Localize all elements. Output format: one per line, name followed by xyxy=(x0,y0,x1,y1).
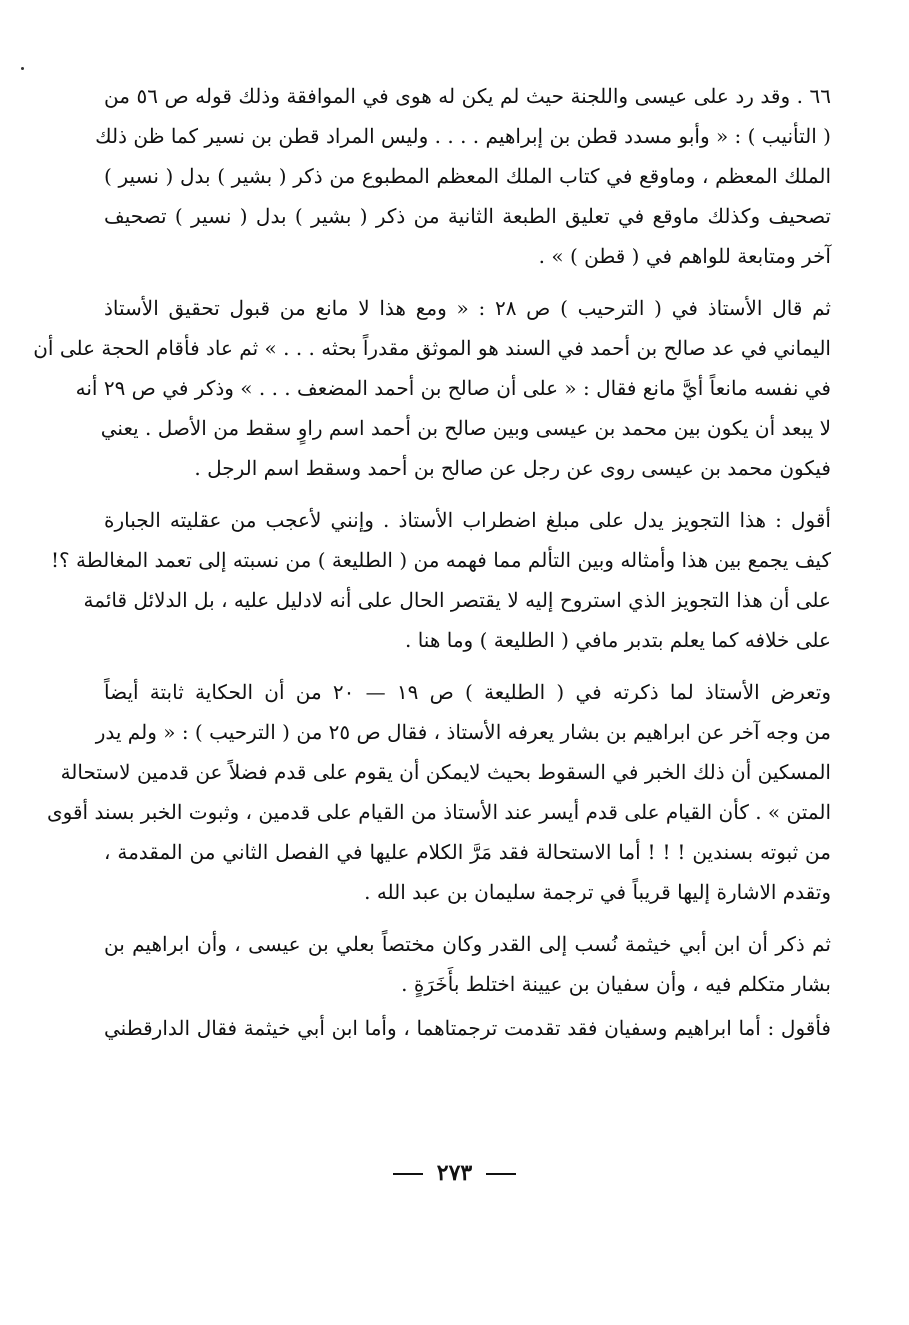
text-line: وتقدم الاشارة إليها قريباً في ترجمة سليمان بن عبد الله . xyxy=(364,880,831,904)
paragraph-6 xyxy=(104,1008,831,1048)
text-line: المسكين أن ذلك الخبر في السقوط بحيث لايمكن أن يقوم على قدم فضلاً عن قدمين لاستحالة xyxy=(60,760,831,784)
footer-dash-left xyxy=(486,1173,516,1175)
page-number: ٢٧٣ xyxy=(436,1160,473,1186)
text-line: الملك المعظم ، وماوقع في كتاب الملك المعظم المطبوع من ذكر ( بشير ) بدل ( نسير ) xyxy=(104,164,831,188)
page-footer xyxy=(0,1160,909,1186)
text-line: من وجه آخر عن ابراهيم بن بشار يعرفه الأستاذ ، فقال ص ٢٥ من ( الترحيب ) : « ولم يدر xyxy=(95,720,831,744)
text-line: ثم قال الأستاذ في ( الترحيب ) ص ٢٨ : « ومع هذا لا مانع من قبول تحقيق الأستاذ xyxy=(104,296,831,320)
text-line: من ثبوته بسندين ! ! ! أما الاستحالة فقد مَرَّ الكلام عليها في الفصل الثاني من المقدمة ، xyxy=(104,840,831,864)
paragraph-4 xyxy=(47,672,831,912)
text-line: على خلافه كما يعلم بتدبر مافي ( الطليعة ) وما هنا . xyxy=(405,628,831,652)
paragraph-1 xyxy=(95,76,832,276)
text-line: اليماني في عد صالح بن أحمد في السند هو الموثق مقدراً بحثه . . . » ثم عاد فأقام الحجة على أن xyxy=(33,336,831,360)
text-line: فيكون محمد بن عيسى روى عن رجل عن صالح بن أحمد وسقط اسم الرجل . xyxy=(194,456,831,480)
paragraph-5 xyxy=(104,924,831,1004)
footer-dash-right xyxy=(393,1173,423,1175)
text-line: تصحيف وكذلك ماوقع في تعليق الطبعة الثانية من ذكر ( بشير ) بدل ( نسير ) تصحيف xyxy=(104,204,831,228)
text-line: ( التأنيب ) : « وأبو مسدد قطن بن إبراهيم . . . . وليس المراد قطن بن نسير كما ظن ذلك xyxy=(95,124,831,148)
paragraph-3 xyxy=(51,500,831,660)
text-line: ٦٦ . وقد رد على عيسى واللجنة حيث لم يكن له هوى في الموافقة وذلك قوله ص ٥٦ من xyxy=(104,84,832,108)
text-line: المتن » . كأن القيام على قدم أيسر عند الأستاذ من القيام على قدمين ، وثبوت الخبر بسند أقوى xyxy=(47,800,831,824)
text-line: آخر ومتابعة للواهم في ( قطن ) » . xyxy=(538,244,831,268)
text-line: لا يبعد أن يكون بين محمد بن عيسى وبين صالح بن أحمد اسم راوٍ سقط من الأصل . يعني xyxy=(100,416,831,440)
text-line: كيف يجمع بين هذا وأمثاله وبين التألم مما فهمه من ( الطليعة ) من نسبته إلى تعمد المغالطة ؟! xyxy=(51,548,831,572)
text-line: في نفسه مانعاً أيَّ مانع فقال : « على أن صالح بن أحمد المضعف . . . » وذكر في ص ٢٩ أنه xyxy=(75,376,831,400)
text-line: أقول : هذا التجويز يدل على مبلغ اضطراب الأستاذ . وإنني لأعجب من عقليته الجبارة xyxy=(104,508,831,532)
text-line: ثم ذكر أن ابن أبي خيثمة نُسب إلى القدر وكان مختصاً بعلي بن عيسى ، وأن ابراهيم بن xyxy=(104,932,831,956)
text-line: على أن هذا التجويز الذي استروح إليه لا يقتصر الحال على أنه لادليل عليه ، بل الدلائل قائمة xyxy=(83,588,831,612)
body-text xyxy=(33,76,832,1048)
paragraph-2 xyxy=(33,288,831,488)
scan-speck xyxy=(21,67,24,70)
text-line: فأقول : أما ابراهيم وسفيان فقد تقدمت ترجمتاهما ، وأما ابن أبي خيثمة فقال الدارقطني xyxy=(104,1016,831,1040)
text-line: بشار متكلم فيه ، وأن سفيان بن عيينة اختلط بأَخَرَةٍ . xyxy=(401,972,831,996)
text-line: وتعرض الأستاذ لما ذكرته في ( الطليعة ) ص ١٩ — ٢٠ من أن الحكاية ثابتة أيضاً xyxy=(104,680,831,704)
